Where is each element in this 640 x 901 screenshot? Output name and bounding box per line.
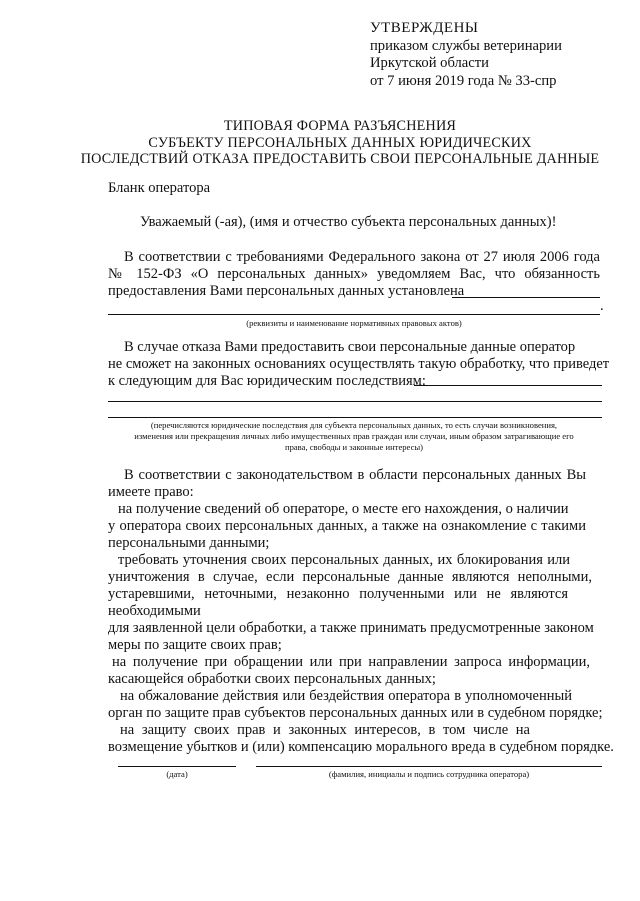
approval-region-line: Иркутской области	[370, 55, 489, 71]
right-3-line-1: на получение при обращении или при направлении запроса информации,	[112, 654, 590, 670]
right-2-line-5: для заявленной цели обработки, а также принимать предусмотренные законом	[108, 620, 594, 636]
consequences-field-2[interactable]	[108, 401, 602, 402]
date-field[interactable]	[118, 766, 236, 767]
right-4-line-2: орган по защите прав субъектов персональных данных или в судебном порядке;	[108, 705, 603, 721]
right-2-line-4: необходимыми	[108, 603, 201, 619]
greeting: Уважаемый (-ая), (имя и отчество субъекта персональных данных)!	[140, 214, 557, 230]
title-line-3: ПОСЛЕДСТВИЙ ОТКАЗА ПРЕДОСТАВИТЬ СВОИ ПЕРСОНАЛЬНЫЕ ДАННЫЕ	[80, 151, 600, 167]
operator-blank-label: Бланк оператора	[108, 180, 211, 196]
approval-date-line: от 7 июня 2019 года № 33-спр	[370, 72, 557, 89]
consequences-caption-1: (перечисляются юридические последствия для субъекта персональных данных, то есть случаи возникновения,	[150, 420, 558, 430]
legal-basis-field-2[interactable]	[108, 314, 600, 315]
rights-intro-1: В соответствии с законодательством в области персональных данных Вы	[124, 467, 586, 483]
right-1-line-3: персональными данными;	[108, 535, 270, 551]
signature-caption: (фамилия, инициалы и подпись сотрудника оператора)	[328, 769, 530, 779]
date-caption: (дата)	[166, 769, 188, 779]
legal-basis-field-1[interactable]	[452, 297, 600, 298]
right-2-line-6: меры по защите своих прав;	[108, 637, 282, 653]
title-line-1: ТИПОВАЯ ФОРМА РАЗЪЯСНЕНИЯ	[223, 118, 457, 134]
consequences-field-3[interactable]	[108, 417, 602, 418]
title-line-2: СУБЪЕКТУ ПЕРСОНАЛЬНЫХ ДАННЫХ ЮРИДИЧЕСКИХ	[148, 134, 532, 151]
para2-line-1: В случае отказа Вами предоставить свои персональные данные оператор	[124, 339, 576, 355]
consequences-caption-3: права, свободы и законные интересы)	[284, 442, 424, 452]
para1-line-3: предоставления Вами персональных данных установлена	[108, 283, 465, 299]
consequences-field-1[interactable]	[414, 385, 602, 386]
right-1-line-1: на получение сведений об операторе, о месте его нахождения, о наличии	[118, 501, 569, 517]
right-3-line-2: касающейся обработки своих персональных данных;	[108, 671, 436, 687]
right-2-line-3: устаревшими, неточными, незаконно полученными или не являются	[108, 586, 568, 602]
para1-line-2: № 152-ФЗ «О персональных данных» уведомляем Вас, что обязанность	[108, 266, 600, 282]
right-2-line-1: требовать уточнения своих персональных данных, их блокирования или	[118, 552, 570, 568]
right-5-line-1: на защиту своих прав и законных интересов, в том числе на	[120, 722, 530, 738]
consequences-caption-2: изменения или прекращения личных либо имущественных прав граждан или случаи, иным образом затрагивающие его	[134, 431, 574, 441]
para2-line-3: к следующим для Вас юридическим последствиям:	[108, 373, 426, 389]
signature-field[interactable]	[256, 766, 602, 767]
rights-intro-2: имеете право:	[108, 484, 194, 500]
approval-order-line: приказом службы ветеринарии	[370, 37, 562, 54]
para1-period: .	[600, 298, 604, 314]
right-5-line-2: возмещение убытков и (или) компенсацию морального вреда в судебном порядке.	[108, 739, 614, 755]
right-1-line-2: у оператора своих персональных данных, а также на ознакомление с такими	[108, 518, 586, 534]
para1-line-1: В соответствии с требованиями Федерального закона от 27 июля 2006 года	[124, 249, 600, 265]
right-2-line-2: уничтожения в случае, если персональные данные являются неполными,	[108, 569, 592, 585]
approval-heading: УТВЕРЖДЕНЫ	[370, 20, 479, 36]
para2-line-2: не сможет на законных основаниях осуществлять такую обработку, что приведет	[108, 356, 610, 372]
right-4-line-1: на обжалование действия или бездействия оператора в уполномоченный	[120, 688, 572, 704]
approval-block	[370, 20, 562, 90]
document-title	[60, 118, 620, 168]
legal-basis-caption: (реквизиты и наименование нормативных правовых актов)	[246, 318, 462, 328]
